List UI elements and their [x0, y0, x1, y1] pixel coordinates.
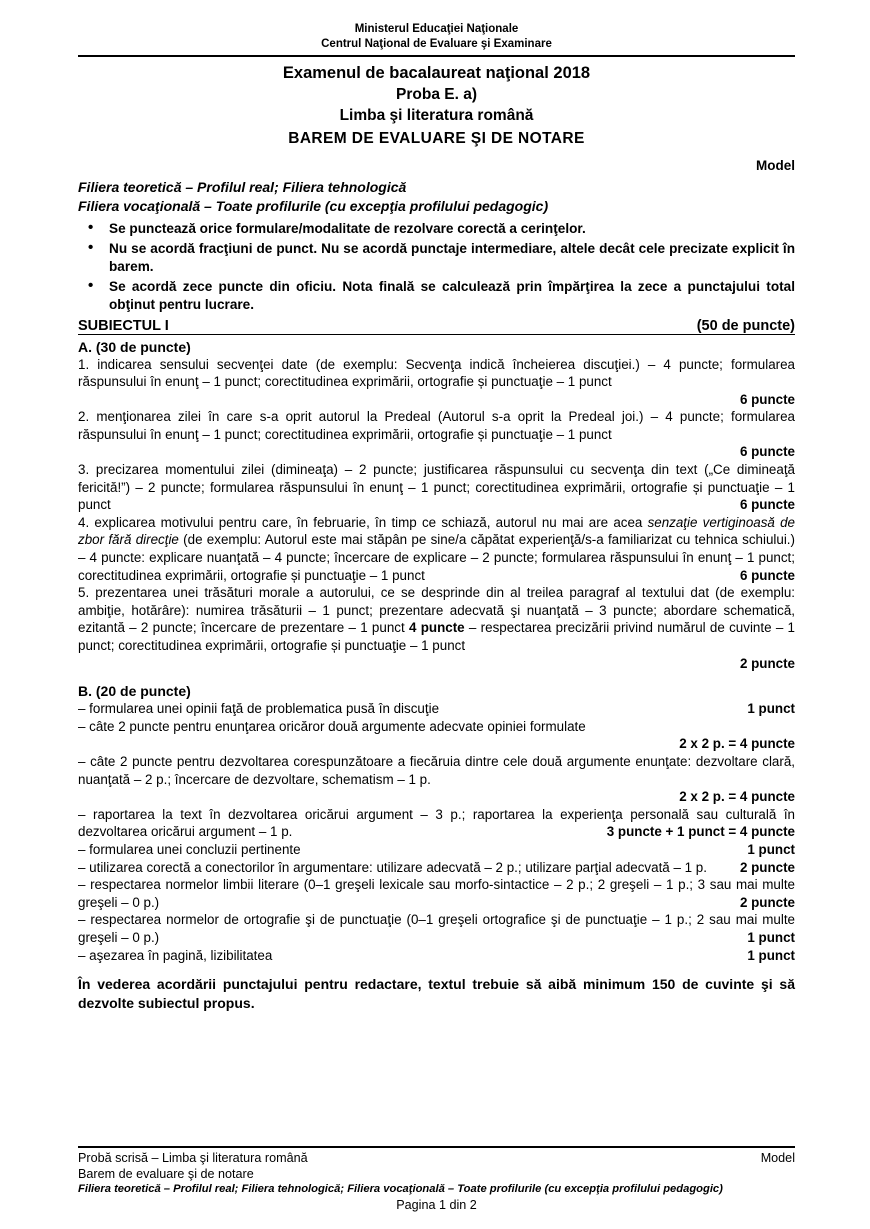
subiect-label: SUBIECTUL I: [78, 317, 169, 334]
grading-item-points: 2 x 2 p. = 4 puncte: [679, 789, 795, 805]
grading-rules-list: [78, 220, 795, 315]
grading-item: [78, 718, 795, 753]
grading-item: [78, 859, 795, 877]
grading-item: [78, 408, 795, 461]
grading-item-points: 2 puncte: [739, 859, 795, 875]
grading-item-points: 2 puncte: [739, 894, 795, 910]
model-label-top: Model: [756, 158, 795, 173]
grading-item-points: 3 puncte + 1 punct = 4 puncte: [606, 824, 795, 840]
grading-item-points: 1 punct: [747, 947, 795, 963]
grading-item: [78, 876, 795, 911]
ministry-line-2: Centrul Naţional de Evaluare şi Examinare: [321, 38, 552, 50]
subiect-points: (50 de puncte): [696, 317, 795, 334]
document-page: [78, 0, 795, 1229]
list-item: • Nu se acordă fracţiuni de punct. Nu se acordă punctaje intermediare, altele decât cele precizate explicit în barem.: [78, 240, 795, 277]
grading-item-points: 1 punct: [747, 701, 795, 717]
ministry-line-1: Ministerul Educaţiei Naţionale: [354, 23, 519, 35]
grading-item-points: 1 punct: [747, 929, 795, 945]
grading-item: [78, 841, 795, 859]
grading-item-text: – respectarea normelor de ortografie şi de punctuaţie (0–1 greşeli ortografice şi de punctuaţie – 1 p.; 2 sau mai multe greşeli – 0 p.): [78, 912, 795, 945]
grading-item-text: 3. precizarea momentului zilei (dimineaţa) – 2 puncte; justificarea răspunsului cu secvenţa din text („Ce dimineaţă fericită!”) – 2 puncte; formularea răspunsului în enunţ – 1 punct; corectitudinea exprimării, ortografie și punctuaţie – 1 punct: [78, 462, 795, 513]
section-b-heading: B. (20 de puncte): [78, 683, 191, 700]
grading-item-text: – formularea unei opinii faţă de problematica pusă în discuţie: [78, 701, 440, 717]
grading-item-text-part1: 4. explicarea motivului pentru care, în februarie, în timp ce schiază, autorul nu mai are acea: [78, 514, 648, 530]
exam-subtitle-proba: Proba E. a): [396, 86, 477, 103]
grading-item-quote-italic: senzaţie vertiginoasă de zbor fără direcţie: [78, 514, 795, 548]
exam-title-block: [78, 57, 795, 149]
grading-item: [78, 514, 795, 584]
footer-divider: [78, 1146, 795, 1148]
grading-item-text: – formularea unei concluzii pertinente: [78, 841, 301, 857]
grading-item-text: 2. menţionarea zilei în care s-a oprit autorul la Predeal (Autorul s-a oprit la Predeal joi.) – 4 puncte; formularea răspunsului în enunţ – 1 punct; corectitudinea exprimării, ortografie și punctuaţie – 1 punct: [78, 409, 795, 442]
grading-item-points: 6 puncte: [739, 391, 795, 407]
grading-item: [78, 753, 795, 806]
footer-page-number: Pagina 1 din 2: [396, 1198, 477, 1212]
grading-item: [78, 806, 795, 841]
grading-item-points: 2 x 2 p. = 4 puncte: [679, 736, 795, 752]
grading-item: [78, 947, 795, 965]
footer-doc-type: Barem de evaluare şi de notare: [78, 1167, 254, 1181]
footer-line-1: [78, 1150, 795, 1166]
grading-item: [78, 584, 795, 672]
list-item: • Se punctează orice formulare/modalitate de rezolvare corectă a cerinţelor.: [78, 220, 795, 239]
grading-item-points: 6 puncte: [739, 497, 795, 513]
page-footer: [78, 1146, 795, 1214]
footer-exam-name: Probă scrisă – Limba şi literatura română: [78, 1151, 308, 1165]
grading-item-points: 2 puncte: [739, 655, 795, 671]
grading-item-text: 5. prezentarea unei trăsături morale a autorului, ce se desprinde din al treilea paragraf al textului dat (de exemplu: ambiţie, hotărâre): numirea trăsăturii – 1 punct; prezentare adecvată şi nuanţată – 3 puncte; abordare schematică, ezitantă – 2 puncte; încercare de prezentare – 1 punct: [78, 585, 795, 636]
exam-subject-name: Limba şi literatura română: [339, 107, 534, 124]
grading-item-points: 6 puncte: [739, 444, 795, 460]
filiera-line-1: Filiera teoretică – Profilul real; Filiera tehnologică: [78, 179, 407, 195]
model-label-footer: Model: [760, 1151, 795, 1165]
subiect-heading-row: [78, 318, 795, 335]
grading-item-text: – raportarea la text în dezvoltarea oricărui argument – 3 p.; raportarea la experienţa personală sau culturală în dezvoltarea oricărui argument – 1 p.: [78, 806, 795, 840]
exam-title: Examenul de bacalaureat naţional 2018: [282, 64, 591, 82]
grading-item-points: 1 punct: [747, 841, 795, 857]
grading-item: [78, 911, 795, 946]
filiera-block: [78, 173, 795, 216]
filiera-line-2: Filiera vocaţională – Toate profilurile (cu excepţia profilului pedagogic): [78, 198, 549, 214]
grading-item-text: – utilizarea corectă a conectorilor în argumentare: utilizare adecvată – 2 p.; utilizare parţial adecvată – 1 p.: [78, 859, 707, 875]
grading-item-text-continued: – respectarea precizării privind numărul de cuvinte – 1 punct; corectitudinea exprimării, ortografie și punctuaţie – 1 punct: [78, 620, 796, 653]
grading-item-text: – câte 2 puncte pentru dezvoltarea corespunzătoare a fiecăruia dintre cele două argumente enunţate: dezvoltare clară, nuanţată – 2 p.; încercare de dezvoltare, schematism – 1 p.: [78, 753, 795, 787]
grading-item-text-part2: (de exemplu: Autorul este mai stăpân pe sine/a căpătat experienţă/s-a familiarizat cu tehnica schiului.) – 4 puncte: explicare nuanţată – 4 puncte; încercare de explicare – 2 puncte; formularea răspunsului în enunţ – 1 punct; corectitudinea exprimării, ortografie și punctuaţie – 1 punct: [78, 532, 795, 583]
grading-item: [78, 356, 795, 409]
grading-item: [78, 461, 795, 514]
section-a-heading: A. (30 de puncte): [78, 338, 191, 355]
list-item: • Se acordă zece puncte din oficiu. Nota finală se calculează prin împărţirea la zece a punctajului total obţinut pentru lucrare.: [78, 278, 795, 315]
grading-item-points-inline: 4 puncte: [409, 620, 465, 636]
grading-item: [78, 700, 795, 718]
grading-item-text: – câte 2 puncte pentru enunţarea oricăror două argumente adecvate opiniei formulate: [78, 718, 586, 734]
grading-item-text: – respectarea normelor limbii literare (0–1 greşeli lexicale sau morfo-sintactice – 2 p.; 2 greşeli – 1 p.; 3 sau mai multe greşeli – 0 p.): [78, 877, 795, 910]
footer-filiera: Filiera teoretică – Profilul real; Filiera tehnologică; Filiera vocaţională – Toate profilurile (cu excepţia profilului pedagogic): [78, 1183, 723, 1195]
final-note: În vederea acordării punctajului pentru redactare, textul trebuie să aibă minimum 150 de cuvinte şi să dezvolte subiectul propus.: [78, 976, 795, 1012]
grading-item-text: 1. indicarea sensului secvenţei date (de exemplu: Secvenţa indică încheierea discuţiei.) – 4 puncte; formularea răspunsului în enunţ – 1 punct; corectitudinea exprimării, ortografie și punctuaţie – 1 punct: [78, 356, 795, 390]
grading-item-text: – aşezarea în pagină, lizibilitatea: [78, 947, 273, 963]
document-type-title: BAREM DE EVALUARE ŞI DE NOTARE: [288, 130, 585, 147]
section-spacer: [78, 672, 795, 679]
grading-item-points: 6 puncte: [739, 567, 795, 583]
ministry-header: [78, 0, 795, 52]
